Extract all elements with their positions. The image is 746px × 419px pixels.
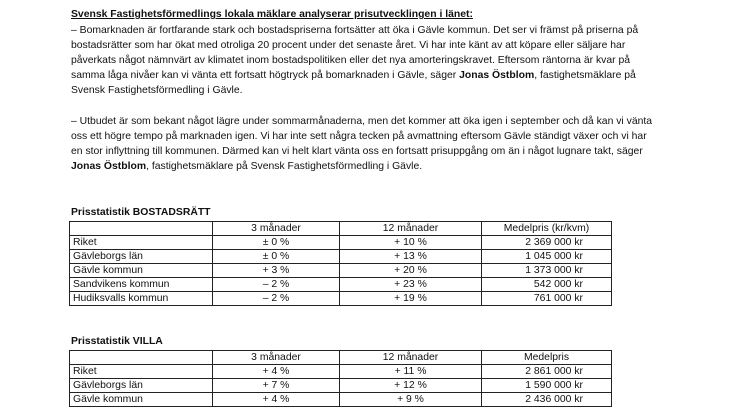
paragraph-1-text: – Bomarknaden är fortfarande stark och bostadspriserna fortsätter att öka i Gävle kommun. Det ser vi främst på priserna på bostadsrätter som har ökat med otroliga 20 procent under det senaste året. Vi har inte känt av att köpare eller säljare har påverkats något nämnvärt av klimatet inom bostadspolitiken eller det nya amorteringskravet. Eftersom räntorna är kvar på samma låga nivåer kan vi vänta ett fortsatt högtryck på bomarknaden i Gävle, säger <box>71 25 639 81</box>
row-label: Gävle kommun <box>70 264 213 278</box>
table-cell: + 23 % <box>340 278 482 292</box>
row-label: Gävle kommun <box>70 393 213 407</box>
table-cell: – 2 % <box>213 292 340 306</box>
paragraph-1-name: Jonas Östblom <box>459 69 535 81</box>
table-cell: ± 0 % <box>213 236 340 250</box>
table-row <box>70 264 612 278</box>
table-cell: 1 590 000 kr <box>482 379 612 393</box>
row-label: Sandvikens kommun <box>70 278 213 292</box>
table-cell: 2 436 000 kr <box>482 393 612 407</box>
table-cell: + 12 % <box>340 379 482 393</box>
table-header-row <box>70 222 612 236</box>
table-cell: – 2 % <box>213 278 340 292</box>
paragraph-1 <box>71 24 661 99</box>
table-cell: + 20 % <box>340 264 482 278</box>
table-cell: + 3 % <box>213 264 340 278</box>
row-label: Gävleborgs län <box>70 379 213 393</box>
table-cell: + 19 % <box>340 292 482 306</box>
row-label: Riket <box>70 365 213 379</box>
table-cell: + 7 % <box>213 379 340 393</box>
column-header <box>70 222 213 236</box>
table-cell: + 11 % <box>340 365 482 379</box>
table-row <box>70 292 612 306</box>
table-cell: 2 369 000 kr <box>482 236 612 250</box>
table-bostadsratt <box>69 221 612 306</box>
table-cell: 761 000 kr <box>482 292 612 306</box>
paragraph-2-text: – Utbudet är som bekant något lägre under sommarmånaderna, men det kommer att öka igen i september och då kan vi vänta oss ett högre tempo på marknaden igen. Vi har inte sett några tecken på avmattning eftersom Gävle ständigt växer och vi har en stor inflyttning till kommunen. Därmed kan vi helt klart vänta oss en fortsatt prisuppgång om än i något lugnare takt, säger <box>71 116 653 157</box>
paragraph-2-name: Jonas Östblom <box>71 160 147 172</box>
column-header: Medelpris <box>482 351 612 365</box>
table-cell: + 13 % <box>340 250 482 264</box>
paragraph-1-tail: , fastighetsmäklare på Svensk Fastighetsförmedling i Gävle. <box>71 69 636 96</box>
column-header: Medelpris (kr/kvm) <box>482 222 612 236</box>
paragraph-2 <box>71 115 661 175</box>
table-row <box>70 393 612 407</box>
column-header: 12 månader <box>340 351 482 365</box>
table-row <box>70 365 612 379</box>
table-cell: + 9 % <box>340 393 482 407</box>
column-header: 3 månader <box>213 351 340 365</box>
table-cell: + 10 % <box>340 236 482 250</box>
row-label: Riket <box>70 236 213 250</box>
paragraph-2-tail: , fastighetsmäklare på Svensk Fastighetsförmedling i Gävle. <box>146 160 423 172</box>
table-bostadsratt-title: Prisstatistik BOSTADSRÄTT <box>71 207 211 218</box>
column-header: 3 månader <box>213 222 340 236</box>
table-cell: 1 045 000 kr <box>482 250 612 264</box>
table-cell: 1 373 000 kr <box>482 264 612 278</box>
column-header: 12 månader <box>340 222 482 236</box>
row-label: Hudiksvalls kommun <box>70 292 213 306</box>
table-villa <box>69 350 612 407</box>
table-row <box>70 236 612 250</box>
table-row <box>70 278 612 292</box>
table-cell: 2 861 000 kr <box>482 365 612 379</box>
table-cell: + 4 % <box>213 365 340 379</box>
row-label: Gävleborgs län <box>70 250 213 264</box>
table-cell: + 4 % <box>213 393 340 407</box>
table-header-row <box>70 351 612 365</box>
table-cell: 542 000 kr <box>482 278 612 292</box>
page-heading: Svensk Fastighetsförmedlings lokala mäklare analyserar prisutvecklingen i länet: <box>71 9 473 20</box>
table-row <box>70 250 612 264</box>
column-header <box>70 351 213 365</box>
table-row <box>70 379 612 393</box>
table-cell: ± 0 % <box>213 250 340 264</box>
table-villa-title: Prisstatistik VILLA <box>71 336 163 347</box>
